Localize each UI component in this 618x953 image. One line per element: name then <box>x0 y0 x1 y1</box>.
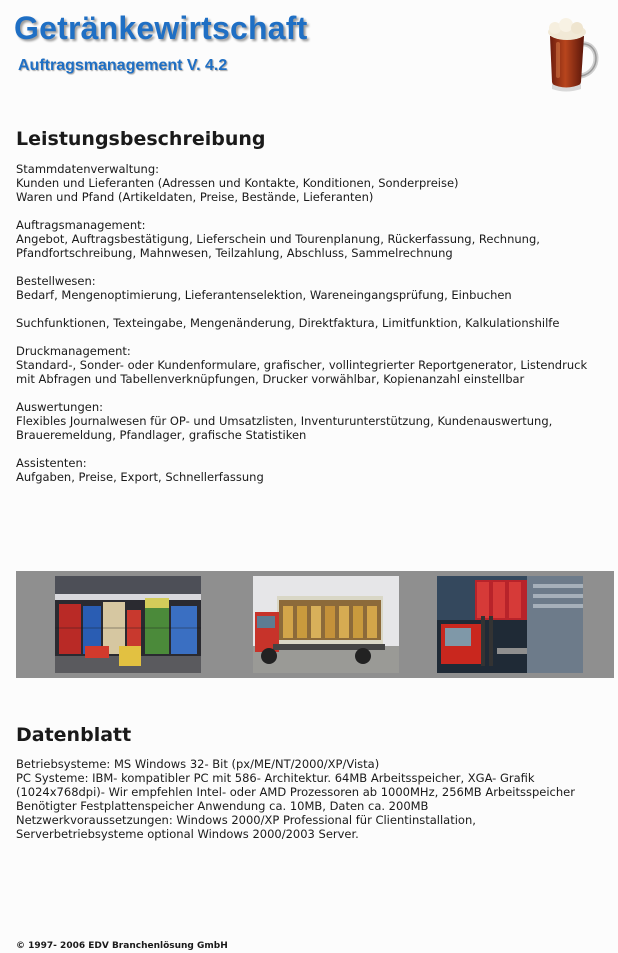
section-line: Bedarf, Mengenoptimierung, Lieferantenselektion, Wareneingangsprüfung, Einbuchen <box>16 288 512 302</box>
section-auftrag <box>16 218 611 260</box>
section-title: Auswertungen: <box>16 400 103 414</box>
leistung-heading: Leistungsbeschreibung <box>16 128 266 150</box>
section-line: Angebot, Auftragsbestätigung, Lieferschein und Tourenplanung, Rückerfassung, Rechnung, <box>16 232 540 246</box>
photo-gallery <box>16 571 614 678</box>
datenblatt-text <box>16 757 611 841</box>
datenblatt-line: PC Systeme: IBM- kompatibler PC mit 586- Architektur. 64MB Arbeitsspeicher, XGA- Grafik <box>16 771 535 785</box>
section-bestell <box>16 274 611 302</box>
datenblatt-line: Benötigter Festplattenspeicher Anwendung ca. 10MB, Daten ca. 200MB <box>16 799 429 813</box>
copyright-footer: © 1997- 2006 EDV Branchenlösung GmbH <box>16 941 228 951</box>
section-line: Braueremeldung, Pfandlager, grafische Statistiken <box>16 428 307 442</box>
section-line: Standard-, Sonder- oder Kundenformulare, grafischer, vollintegrierter Reportgenerator, Listendruck <box>16 358 588 372</box>
section-title: Auftragsmanagement: <box>16 218 146 232</box>
app-title: Getränkewirtschaft <box>14 10 308 46</box>
app-subtitle: Auftragsmanagement V. 4.2 <box>18 57 228 74</box>
section-line: Kunden und Lieferanten (Adressen und Kontakte, Konditionen, Sonderpreise) <box>16 176 459 190</box>
datenblatt-line: Serverbetriebsysteme optional Windows 2000/2003 Server. <box>16 827 359 841</box>
section-funktionen <box>16 316 611 330</box>
datenblatt-line: (1024x768dpi)- Wir empfehlen Intel- oder AMD Prozessoren ab 1000MHz, 256MB Arbeitsspeicher <box>16 785 575 799</box>
section-stammdaten <box>16 162 611 204</box>
beer-glass-icon <box>542 14 604 94</box>
delivery-truck-photo <box>253 576 399 673</box>
forklift-loading-photo <box>437 576 583 673</box>
section-line: Suchfunktionen, Texteingabe, Mengenänderung, Direktfaktura, Limitfunktion, Kalkulationshilfe <box>16 316 560 330</box>
datenblatt-heading: Datenblatt <box>16 724 132 746</box>
section-auswertung <box>16 400 611 442</box>
section-line: mit Abfragen und Tabellenverknüpfungen, Drucker vorwählbar, Kopienanzahl einstellbar <box>16 372 525 386</box>
section-line: Flexibles Journalwesen für OP- und Umsatzlisten, Inventurunterstützung, Kundenauswertung, <box>16 414 553 428</box>
section-assistenten <box>16 456 611 484</box>
datenblatt-line: Netzwerkvoraussetzungen: Windows 2000/XP Professional für Clientinstallation, <box>16 813 476 827</box>
warehouse-crates-photo <box>55 576 201 673</box>
section-line: Aufgaben, Preise, Export, Schnellerfassung <box>16 470 264 484</box>
leistung-text <box>16 162 611 498</box>
section-title: Assistenten: <box>16 456 87 470</box>
section-title: Druckmanagement: <box>16 344 131 358</box>
section-title: Stammdatenverwaltung: <box>16 162 159 176</box>
datenblatt-line: Betriebsysteme: MS Windows 32- Bit (px/ME/NT/2000/XP/Vista) <box>16 757 380 771</box>
section-title: Bestellwesen: <box>16 274 96 288</box>
section-druck <box>16 344 611 386</box>
section-line: Waren und Pfand (Artikeldaten, Preise, Bestände, Lieferanten) <box>16 190 374 204</box>
section-line: Pfandfortschreibung, Mahnwesen, Teilzahlung, Abschluss, Sammelrechnung <box>16 246 453 260</box>
